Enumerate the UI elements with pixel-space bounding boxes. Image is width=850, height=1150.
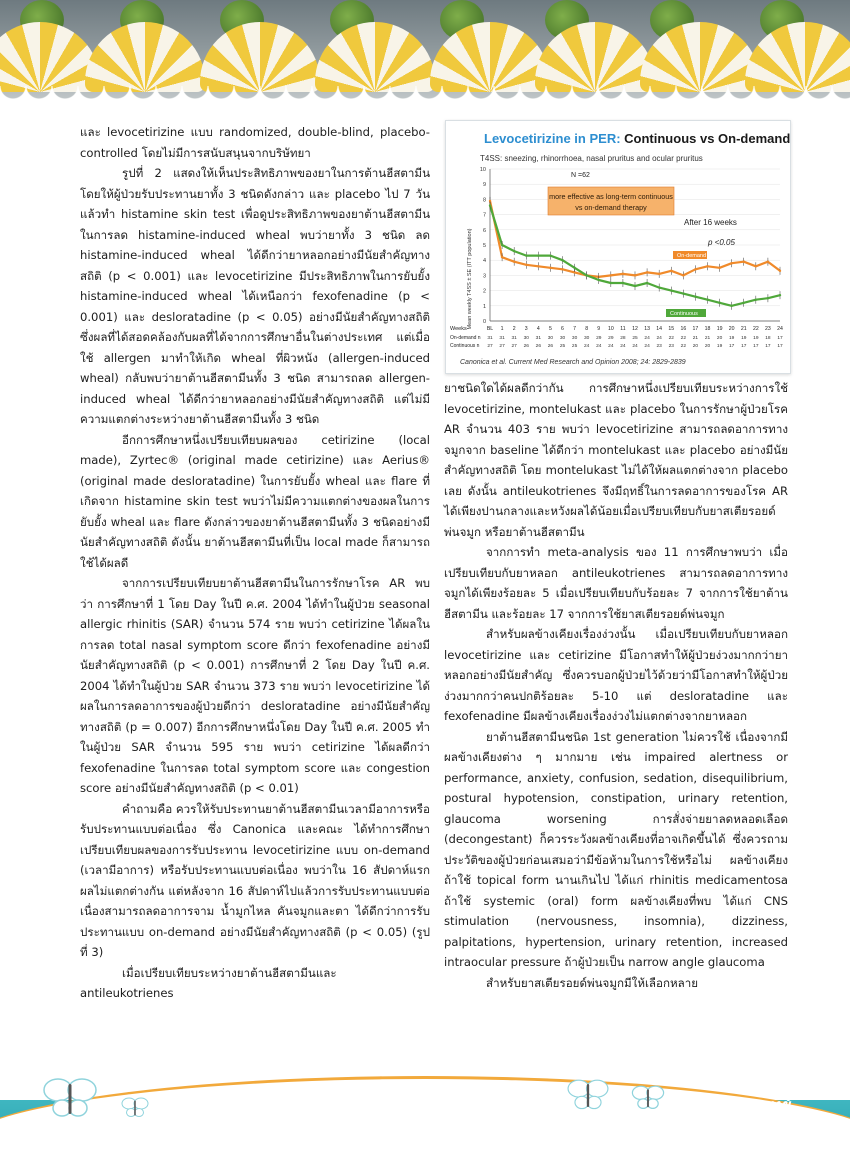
- continuous-n-value: 24: [632, 344, 638, 349]
- x-tick-label: 17: [692, 326, 699, 332]
- data-point: [694, 295, 696, 297]
- y-tick-label: 5: [482, 243, 486, 249]
- figure-title: [484, 131, 790, 146]
- data-point: [561, 259, 563, 261]
- continuous-n-value: 24: [583, 344, 590, 349]
- header-banner-photo: [0, 0, 850, 108]
- continuous-n-value: 17: [753, 344, 759, 349]
- data-point: [513, 261, 515, 263]
- ondemand-n-value: 19: [741, 336, 747, 341]
- data-point: [561, 268, 563, 270]
- x-tick-label: 21: [740, 326, 747, 332]
- umbrella-shape: [745, 22, 850, 92]
- ondemand-n-value: 29: [608, 336, 614, 341]
- legend-continuous-label: Continuous: [670, 311, 698, 317]
- y-tick-label: 1: [482, 303, 486, 310]
- data-point: [622, 273, 624, 275]
- data-point: [573, 267, 575, 269]
- continuous-n-value: 17: [728, 344, 735, 349]
- data-point: [682, 292, 684, 294]
- ondemand-n-value: 19: [753, 336, 759, 341]
- butterfly-icon: [120, 1094, 150, 1120]
- figure-subtitle: T4SS: sneezing, rhinorrhoea, nasal pruritus and ocular pruritus: [480, 154, 703, 163]
- chart-svg: [446, 121, 790, 373]
- y-tick-label: 0: [482, 319, 486, 325]
- x-tick-label: BL: [486, 326, 494, 332]
- data-point: [634, 274, 636, 276]
- data-point: [682, 274, 684, 276]
- continuous-n-value: 24: [620, 344, 626, 349]
- continuous-n-value: 17: [741, 344, 747, 349]
- paragraph: สำหรับยาสเตียรอยด์พ่นจมูกมีให้เลือกหลาย: [486, 975, 699, 990]
- weeks-label: Weeks: [450, 326, 467, 332]
- ondemand-n-value: 25: [632, 336, 638, 341]
- data-point: [779, 294, 781, 296]
- data-point: [743, 302, 745, 304]
- x-tick-label: 4: [536, 326, 540, 332]
- ondemand-n-value: 24: [644, 336, 650, 341]
- y-tick-label: 8: [482, 197, 486, 204]
- x-tick-label: 2: [512, 326, 516, 332]
- x-tick-label: 12: [632, 326, 638, 332]
- ondemand-n-value: 31: [535, 336, 542, 341]
- data-point: [718, 267, 720, 269]
- left-column: [80, 122, 430, 1004]
- continuous-n-value: 25: [571, 344, 578, 349]
- right-column: [444, 378, 788, 993]
- continuous-n-value: 27: [499, 344, 505, 349]
- data-point: [549, 254, 551, 256]
- x-tick-label: 22: [752, 326, 759, 332]
- data-point: [513, 250, 515, 252]
- y-tick-label: 6: [482, 227, 486, 234]
- figure-citation: Canonica et al. Current Med Research and Opinion 2008; 24: 2829-2839: [460, 359, 686, 366]
- umbrella-shape: [85, 22, 205, 92]
- paragraph: จากการทำ meta-analysis ของ 11 การศึกษาพบว่า เมื่อเปรียบเทียบกับยาหลอก antileukotrienes สามารถลดอาการทางจมูกได้เพียงร้อยละ 5 เมื่อเปรียบเทียบกับร้อยละ 7 จากการใช้ยาต้านฮีสตามีน และร้อยละ 17 จากการใช้ยาสเตียรอยด์พ่นจมูก: [444, 545, 788, 621]
- data-point: [767, 297, 769, 299]
- y-tick-label: 2: [482, 288, 486, 295]
- x-tick-label: 5: [548, 326, 552, 332]
- y-tick-label: 9: [482, 182, 486, 189]
- x-tick-labels: [487, 326, 783, 349]
- continuous-row-label: Continuous n: [450, 343, 480, 349]
- x-tick-label: 18: [704, 326, 711, 332]
- data-point: [670, 270, 672, 272]
- y-ticks: [480, 167, 486, 325]
- series-continuous: [489, 201, 781, 309]
- x-tick-label: 13: [644, 326, 650, 332]
- data-point: [730, 262, 732, 264]
- ondemand-n-value: 21: [704, 336, 711, 341]
- ondemand-n-value: 31: [499, 336, 505, 341]
- butterfly-icon: [630, 1082, 666, 1112]
- data-point: [549, 267, 551, 269]
- data-point: [670, 289, 672, 291]
- data-point: [755, 299, 757, 301]
- x-tick-label: 23: [765, 326, 771, 332]
- y-tick-label: 3: [482, 273, 486, 280]
- x-tick-label: 6: [561, 326, 564, 332]
- ondemand-n-value: 20: [716, 336, 723, 341]
- paragraph: จากการเปรียบเทียบยาต้านฮีสตามีนในการรักษาโรค AR พบว่า การศึกษาที่ 1 โดย Day ในปี ค.ศ. 2004 ได้ทำในผู้ป่วย seasonal allergic rhinitis (SAR) จำนวน 574 ราย พบว่า cetirizine ได้ผลในการลด total nasal symptom score ดีกว่า fexofenadine อย่างมีนัยสำคัญทางสถิติ (p < 0.001) การศึกษาที่ 2 โดย Day ในปี ค.ศ. 2004 ได้ทำในผู้ป่วย SAR จำนวน 373 ราย พบว่า levocetirizine ได้ผลในการลดอาการของผู้ป่วยดีกว่า desloratadine อย่างมีนัยสำคัญทางสถิติ (p = 0.007) อีกการศึกษาหนึ่งโดย Day ในปี ค.ศ. 2005 ทำในผู้ป่วย SAR จำนวน 595 ราย พบว่า cetirizine ได้ผลดีกว่า fexofenadine ในการลด total symptom score และ congestion score อย่างมีนัยสำคัญทางสถิติ (p < 0.01): [80, 576, 430, 795]
- annotation-line-2: vs on-demand therapy: [575, 203, 647, 212]
- y-axis-label: Mean weekly T4SS ± SE (ITT population): [467, 228, 473, 330]
- data-point: [706, 265, 708, 267]
- data-point: [658, 286, 660, 288]
- figure-title-part1: Levocetirizine in PER:: [484, 131, 625, 146]
- data-point: [779, 270, 781, 272]
- paragraph: รูปที่ 2 แสดงให้เห็นประสิทธิภาพของยาในการต้านฮีสตามีน โดยให้ผู้ป่วยรับประทานยาทั้ง 3 ชนิดดังกล่าว และ placebo ไป 7 วัน แล้วทำ histamine skin test เพื่อดูประสิทธิภาพของยาต้านฮีสตามีน ในการลด histamine-induced wheal พบว่ายาทั้ง 3 ชนิด ลด histamine-induced wheal ได้ดีกว่ายาหลอกอย่างมีนัยสำคัญทางสถิติ (p < 0.001) และ levocetirizine มีประสิทธิภาพในการยับยั้ง histamine-induced wheal ได้เหนือกว่า fexofenadine (p < 0.001) และ desloratadine (p < 0.05) อย่างมีนัยสำคัญทางสถิติ ซึ่งผลที่ได้สอดคล้องกับผลที่ได้จากการศึกษาอื่นในต่างประเทศ แต่เมื่อใช้ allergen มาทำให้เกิด wheal ที่ผิวหนัง (allergen-induced wheal) กลับพบว่ายาต้านฮีสตามีนทั้ง 3 ชนิด สามารถลด allergen-induced wheal ได้ดีกว่ายาหลอกอย่างมีนัยสำคัญทางสถิติ แต่ไม่มีความแตกต่างระหว่างยาต้านฮีสตามีนทั้ง 3 ชนิด: [80, 166, 430, 426]
- continuous-n-value: 24: [596, 344, 602, 349]
- paragraph: อีกการศึกษาหนึ่งเปรียบเทียบผลของ cetirizine (local made), Zyrtec® (original made cetirizine) และ Aerius® (original made desloratadine) ในการยับยั้ง wheal และ flare ที่เกิดจาก histamine skin test พบว่าไม่มีความแตกต่างของผลในการยับยั้ง wheal และ flare ดังกล่าวของยาต้านฮีสตามีนทั้ง 3 ชนิดอย่างมีนัยสำคัญทางสถิติ ดังนั้น ยาต้านฮีสตามีนที่เป็น local made ก็สามารถใช้ได้ผลดี: [80, 432, 430, 570]
- data-point: [501, 244, 503, 246]
- data-point: [610, 274, 612, 276]
- ondemand-n-value: 19: [728, 336, 735, 341]
- ondemand-n-value: 24: [656, 336, 662, 341]
- data-point: [646, 282, 648, 284]
- continuous-n-value: 26: [523, 344, 529, 349]
- y-tick-label: 4: [482, 258, 486, 265]
- x-tick-label: 10: [607, 326, 614, 332]
- ondemand-n-value: 30: [583, 336, 590, 341]
- x-tick-label: 11: [620, 326, 626, 332]
- data-point: [646, 271, 648, 273]
- x-tick-label: 19: [716, 326, 723, 332]
- figure-title-part2: Continuous vs On-demand: [624, 131, 790, 146]
- paragraph: สำหรับผลข้างเคียงเรื่องง่วงนั้น เมื่อเปรียบเทียบกับยาหลอก levocetirizine และ cetirizine มีโอกาสทำให้ผู้ป่วยง่วงมากกว่ายาหลอกอย่างมีนัยสำคัญ ซึ่งควรบอกผู้ป่วยไว้ด้วยว่ามีโอกาสทำให้ผู้ป่วยง่วงมากกว่าคนปกติร้อยละ 5-10 แต่ desloratadine และ fexofenadine มีผลข้างเคียงเรื่องง่วงไม่แตกต่างจากยาหลอก: [444, 627, 788, 723]
- continuous-n-value: 26: [535, 344, 542, 349]
- continuous-n-value: 26: [547, 344, 554, 349]
- data-point: [743, 261, 745, 263]
- data-point: [598, 279, 600, 281]
- continuous-n-value: 20: [692, 344, 699, 349]
- data-point: [537, 265, 539, 267]
- ondemand-n-value: 31: [487, 336, 493, 341]
- paragraph: ยาชนิดใดได้ผลดีกว่ากัน การศึกษาหนึ่งเปรียบเทียบระหว่างการใช้ levocetirizine, montelukast และ placebo ในการรักษาผู้ป่วยโรค AR จำนวน 403 ราย พบว่า levocetirizine สามารถลดอาการทางจมูกจาก baseline ได้ดีกว่า montelukast และ placebo อย่างมีนัยสำคัญทางสถิติ โดย montelukast ไม่ได้ให้ผลแตกต่างจาก placebo เลย ดังนั้น antileukotrienes จึงมีฤทธิ์ในการลดอาการของโรค AR ได้เพียงปานกลางและหวังผลได้น้อยเมื่อเปรียบเทียบกับยาสเตียรอยด์พ่นจมูก หรือยาต้านฮีสตามีน: [444, 381, 788, 539]
- continuous-n-value: 23: [656, 344, 662, 349]
- y-tick-label: 10: [479, 167, 486, 173]
- banner-scallop-edge: [0, 86, 850, 108]
- data-point: [730, 305, 732, 307]
- after-weeks-label: After 16 weeks: [684, 218, 737, 227]
- data-point: [634, 285, 636, 287]
- butterfly-icon: [40, 1072, 100, 1122]
- paragraph: และ levocetirizine แบบ randomized, double-blind, placebo-controlled โดยไม่มีการสนับสนุนจากบริษัทยา: [80, 125, 430, 160]
- umbrella-shape: [315, 22, 435, 92]
- ondemand-n-value: 30: [571, 336, 578, 341]
- x-tick-label: 20: [728, 326, 735, 332]
- ondemand-n-value: 22: [680, 336, 687, 341]
- paragraph: คำถามคือ ควรให้รับประทานยาต้านฮีสตามีนเวลามีอาการหรือรับประทานแบบต่อเนื่อง ซึ่ง Canonica และคณะ ได้ทำการศึกษาเปรียบเทียบผลของการรับประทาน levocetirizine แบบ on-demand (เวลามีอาการ) หรือรับประทานแบบต่อเนื่อง พบว่าใน 16 สัปดาห์แรก ผลไม่แตกต่างกัน แต่หลังจาก 16 สัปดาห์ไปแล้วการรับประทานแบบต่อเนื่องสามารถลดอาการจาม น้ำมูกไหล คันจมูกและตา ได้ดีกว่าการรับประทานแบบ on-demand อย่างมีนัยสำคัญทางสถิติ (p < 0.05) (รูปที่ 3): [80, 801, 430, 959]
- x-tick-label: 9: [597, 326, 601, 332]
- x-tick-label: 14: [656, 326, 663, 332]
- data-point: [537, 254, 539, 256]
- ondemand-n-value: 21: [692, 336, 699, 341]
- continuous-n-value: 20: [704, 344, 711, 349]
- continuous-n-value: 27: [487, 344, 493, 349]
- continuous-n-value: 17: [777, 344, 783, 349]
- continuous-n-value: 19: [716, 344, 723, 349]
- ondemand-n-value: 30: [547, 336, 554, 341]
- data-point: [525, 264, 527, 266]
- ondemand-n-value: 17: [777, 336, 783, 341]
- continuous-n-value: 17: [765, 344, 771, 349]
- ondemand-n-value: 30: [523, 336, 529, 341]
- continuous-n-value: 23: [668, 344, 674, 349]
- x-tick-label: 7: [573, 326, 577, 332]
- x-tick-label: 8: [585, 326, 589, 332]
- ondemand-n-value: 22: [668, 336, 674, 341]
- data-point: [694, 268, 696, 270]
- y-tick-label: 7: [482, 212, 486, 219]
- continuous-n-value: 24: [644, 344, 650, 349]
- continuous-n-value: 25: [559, 344, 566, 349]
- continuous-n-value: 22: [680, 344, 687, 349]
- data-point: [610, 282, 612, 284]
- ondemand-n-value: 18: [765, 336, 771, 341]
- data-point: [489, 204, 491, 206]
- n-label: N =62: [571, 172, 590, 179]
- data-point: [706, 299, 708, 301]
- legend-ondemand-label: On-demand: [677, 253, 707, 259]
- figure-chart: [445, 120, 791, 374]
- continuous-n-value: 27: [511, 344, 517, 349]
- ondemand-n-value: 29: [596, 336, 602, 341]
- p-value-label: p <0.05: [708, 238, 735, 247]
- ondemand-row-label: On-demand n: [450, 335, 481, 341]
- x-tick-label: 3: [524, 326, 528, 332]
- data-point: [585, 274, 587, 276]
- x-tick-label: 1: [500, 326, 504, 332]
- data-point: [767, 261, 769, 263]
- ondemand-n-value: 30: [559, 336, 566, 341]
- data-point: [501, 256, 503, 258]
- umbrella-shape: [200, 22, 320, 92]
- ondemand-n-value: 28: [620, 336, 626, 341]
- data-point: [718, 302, 720, 304]
- data-point: [658, 273, 660, 275]
- x-tick-label: 16: [680, 326, 687, 332]
- ondemand-n-value: 31: [511, 336, 517, 341]
- butterfly-icon: [565, 1074, 611, 1114]
- data-point: [755, 265, 757, 267]
- x-tick-label: 15: [668, 326, 675, 332]
- x-tick-label: 24: [777, 326, 783, 332]
- paragraph: เมื่อเปรียบเทียบระหว่างยาต้านฮีสตามีนและ antileukotrienes: [80, 965, 337, 1000]
- continuous-n-value: 24: [608, 344, 614, 349]
- annotation-line-1: more effective as long-term continuous: [549, 192, 673, 201]
- data-point: [525, 254, 527, 256]
- paragraph: ยาต้านฮีสตามีนชนิด 1st generation ไม่ควรใช้ เนื่องจากมีผลข้างเคียงต่าง ๆ มากมาย เช่น impaired alertness or performance, anxiety, confusion, sedation, disequilibrium, postural hypotension, constipation, urinary retention, glaucoma worsening การสั่งจ่ายยาลดหลอดเลือด (decongestant) ก็ควรระวังผลข้างเคียงที่อาจเกิดขึ้นได้ ซึ่งควรถามประวัติของผู้ป่วยก่อนเสมอว่ามีข้อห้ามในการใช้หรือไม่ ผลข้างเคียง ถ้าใช้ topical form นานเกินไป ได้แก่ rhinitis medicamentosa ถ้าใช้ systemic (oral) form ผลข้างเคียงที่พบ ได้แก่ CNS stimulation (nervousness, insomnia), dizziness, palpitations, hypertension, urinary retention, increased intraocular pressure ถ้าผู้ป่วยเป็น narrow angle glaucoma: [444, 729, 788, 969]
- magazine-logo: Dการแพทย์: [700, 1096, 791, 1116]
- data-point: [622, 282, 624, 284]
